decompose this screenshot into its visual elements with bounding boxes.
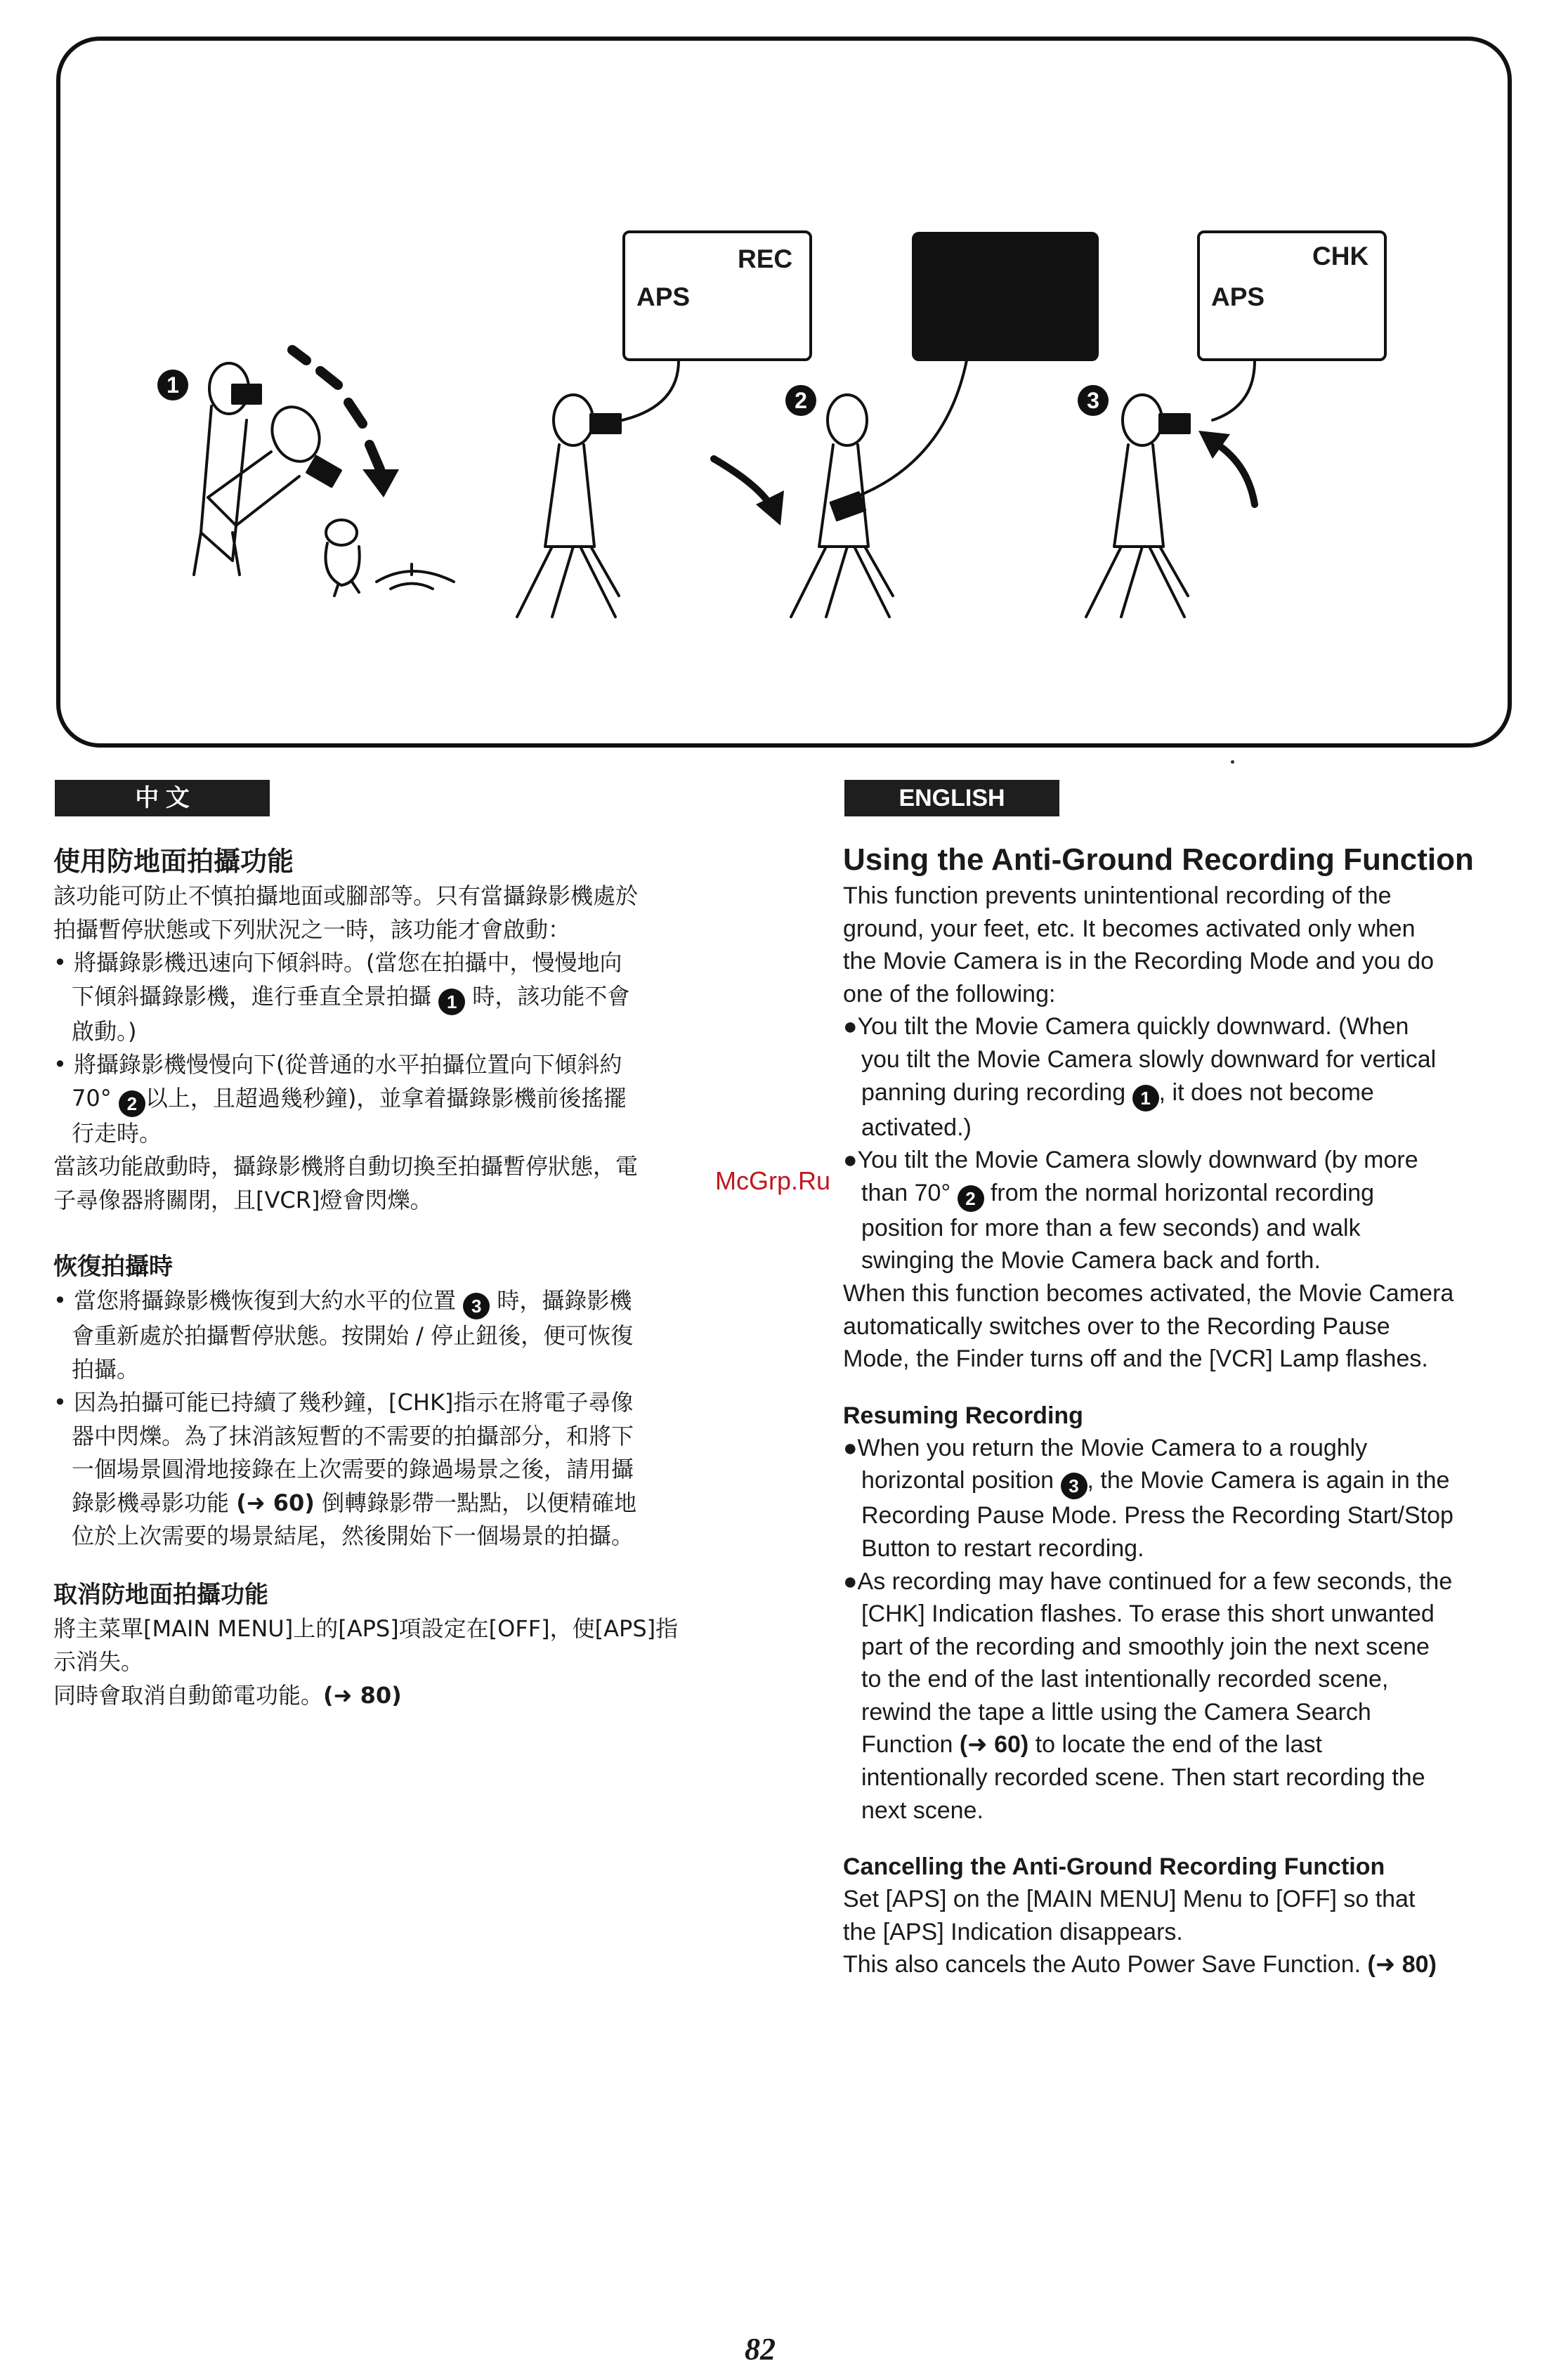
en-bullet2-4: swinging the Movie Camera back and forth.	[861, 1247, 1321, 1274]
page-number: 82	[745, 2332, 776, 2366]
figure-1-person	[194, 363, 341, 575]
en-bullet2-1: ●You tilt the Movie Camera slowly downward (by more	[843, 1147, 1418, 1174]
chinese-column	[53, 843, 749, 1712]
zh-bullet1-3: 啟動。)	[72, 1017, 137, 1045]
dog-icon	[326, 520, 455, 596]
zh-intro-1: 該功能可防止不慎拍攝地面或腳部等。只有當攝錄影機處於	[53, 882, 639, 909]
figure-4-person	[1086, 395, 1189, 617]
zh-title: 使用防地面拍攝功能	[53, 846, 294, 877]
en-bullet1-2: you tilt the Movie Camera slowly downward for vertical	[861, 1045, 1437, 1073]
en-after-1: When this function becomes activated, the Movie Camera	[843, 1279, 1454, 1307]
en-resume-title: Resuming Recording	[843, 1402, 1083, 1429]
figure-2-person	[517, 395, 620, 617]
en-intro-2: ground, your feet, etc. It becomes activated only when	[843, 915, 1416, 942]
en-resume-b2-3: part of the recording and smoothly join the next scene	[861, 1633, 1430, 1660]
zh-cancel-1: 將主菜單[MAIN MENU]上的[APS]項設定在[OFF]，使[APS]指	[53, 1615, 679, 1642]
zh-cancel-2: 示消失。	[53, 1648, 144, 1675]
en-resume-b1-1: ●When you return the Movie Camera to a roughly	[843, 1434, 1368, 1461]
step-2-marker: 2	[785, 385, 816, 416]
zh-bullet2-2: 70° 2 以上，且超過幾秒鐘)，並拿着攝錄影機前後搖擺	[53, 1082, 749, 1117]
en-cancel-1: Set [APS] on the [MAIN MENU] Menu to [OFF] so that	[843, 1886, 1416, 1913]
connector-line-1	[622, 360, 679, 420]
en-resume-b2-6: Function (➜ 60) to locate the end of the last	[861, 1731, 1323, 1759]
connector-line-2	[854, 360, 967, 497]
en-cancel-3: This also cancels the Auto Power Save Function. (➜ 80)	[843, 1951, 1437, 1978]
illustration-frame	[56, 37, 1512, 748]
tilt-down-arrow-icon	[292, 350, 399, 497]
viewfinder-rec-display	[622, 230, 812, 361]
en-resume-b2-5: rewind the tape a little using the Camera Search	[861, 1698, 1371, 1726]
english-column	[843, 840, 1517, 1981]
en-bullet2-2: than 70° 2 from the normal horizontal recording	[843, 1177, 1517, 1212]
watermark: McGrp.Ru	[715, 1166, 831, 1195]
zh-cancel-3: 同時會取消自動節電功能。(➜ 80)	[53, 1681, 402, 1709]
zh-after-1: 當該功能啟動時，攝錄影機將自動切換至拍攝暫停狀態，電	[53, 1153, 639, 1180]
aps-indicator: APS	[1211, 282, 1265, 311]
viewfinder-off-display	[912, 232, 1099, 361]
stray-dot	[1231, 760, 1234, 764]
en-resume-b2-4: to the end of the last intentionally recorded scene,	[861, 1666, 1389, 1693]
zh-resume-b2-2: 器中閃爍。為了抹消該短暫的不需要的拍攝部分，和將下	[72, 1422, 634, 1449]
step-1-marker: 1	[157, 370, 188, 400]
figure-3-person	[791, 395, 893, 617]
step-2-marker: 2	[119, 1090, 145, 1117]
arrow-down-icon	[714, 459, 770, 504]
en-bullet1-1: ●You tilt the Movie Camera quickly downward. (When	[843, 1013, 1409, 1041]
en-resume-b1-3: Recording Pause Mode. Press the Recording Start/Stop	[861, 1502, 1453, 1530]
step-2-marker: 2	[958, 1185, 984, 1212]
en-intro-3: the Movie Camera is in the Recording Mode and you do	[843, 948, 1435, 975]
zh-resume-b1-3: 拍攝。	[72, 1355, 140, 1383]
arrow-up-icon	[1213, 441, 1255, 504]
en-intro-4: one of the following:	[843, 980, 1056, 1008]
viewfinder-chk-display	[1197, 230, 1387, 361]
en-resume-b2-1: ●As recording may have continued for a few seconds, the	[843, 1567, 1453, 1595]
chk-indicator: CHK	[1312, 242, 1369, 270]
en-resume-b1-4: Button to restart recording.	[861, 1534, 1144, 1562]
en-resume-b1-2: horizontal position 3 , the Movie Camera is again in the	[843, 1464, 1517, 1499]
en-cancel-title: Cancelling the Anti-Ground Recording Function	[843, 1853, 1385, 1881]
en-resume-b2-2: [CHK] Indication flashes. To erase this short unwanted	[861, 1600, 1435, 1628]
zh-bullet2-3: 行走時。	[72, 1119, 162, 1147]
zh-bullet2-1: • 將攝錄影機慢慢向下(從普通的水平拍攝位置向下傾斜約	[53, 1051, 622, 1078]
en-resume-b2-7: intentionally recorded scene. Then start recording the	[861, 1764, 1425, 1792]
zh-resume-b1-1: • 當您將攝錄影機恢復到大約水平的位置 3 時，攝錄影機	[53, 1284, 749, 1319]
en-bullet1-3: panning during recording 1 , it does not become	[843, 1076, 1517, 1111]
chinese-header: 中 文	[55, 780, 270, 816]
en-cancel-2: the [APS] Indication disappears.	[843, 1918, 1183, 1945]
en-after-2: automatically switches over to the Recording Pause	[843, 1312, 1390, 1340]
english-header: ENGLISH	[844, 780, 1059, 816]
aps-indicator: APS	[636, 282, 691, 311]
zh-resume-b1-2: 會重新處於拍攝暫停狀態。按開始 / 停止鈕後，便可恢復	[72, 1322, 634, 1349]
en-intro-1: This function prevents unintentional recording of the	[843, 882, 1392, 909]
step-3-marker: 3	[1061, 1473, 1087, 1499]
rec-indicator: REC	[738, 244, 793, 273]
zh-resume-b2-5: 位於上次需要的場景結尾，然後開始下一個場景的拍攝。	[72, 1522, 634, 1549]
zh-bullet1-2: 下傾斜攝錄影機，進行垂直全景拍攝 1 時，該功能不會	[53, 980, 749, 1015]
connector-line-3	[1213, 360, 1255, 420]
zh-cancel-title: 取消防地面拍攝功能	[53, 1580, 268, 1609]
step-1-marker: 1	[1132, 1085, 1159, 1111]
zh-resume-title: 恢復拍攝時	[53, 1253, 173, 1281]
zh-resume-b2-4: 錄影機尋影功能 (➜ 60) 倒轉錄影帶一點點，以便精確地	[72, 1489, 637, 1516]
zh-intro-2: 拍攝暫停狀態或下列狀況之一時，該功能才會啟動：	[53, 915, 571, 943]
step-3-marker: 3	[463, 1293, 490, 1319]
zh-bullet1-1: • 將攝錄影機迅速向下傾斜時。(當您在拍攝中，慢慢地向	[53, 949, 622, 976]
en-title: Using the Anti-Ground Recording Function	[843, 842, 1474, 877]
zh-resume-b2-1: • 因為拍攝可能已持續了幾秒鐘，[CHK]指示在將電子尋像	[53, 1389, 634, 1416]
step-1-marker: 1	[438, 989, 465, 1015]
en-after-3: Mode, the Finder turns off and the [VCR] Lamp flashes.	[843, 1345, 1428, 1373]
en-bullet2-3: position for more than a few seconds) and walk	[861, 1214, 1361, 1241]
zh-after-2: 子尋像器將關閉，且[VCR]燈會閃爍。	[53, 1186, 433, 1213]
step-3-marker: 3	[1078, 385, 1109, 416]
en-resume-b2-8: next scene.	[861, 1797, 984, 1824]
en-bullet1-4: activated.)	[861, 1114, 972, 1141]
zh-resume-b2-3: 一個場景圓滑地接錄在上次需要的錄過場景之後，請用攝	[72, 1456, 634, 1482]
